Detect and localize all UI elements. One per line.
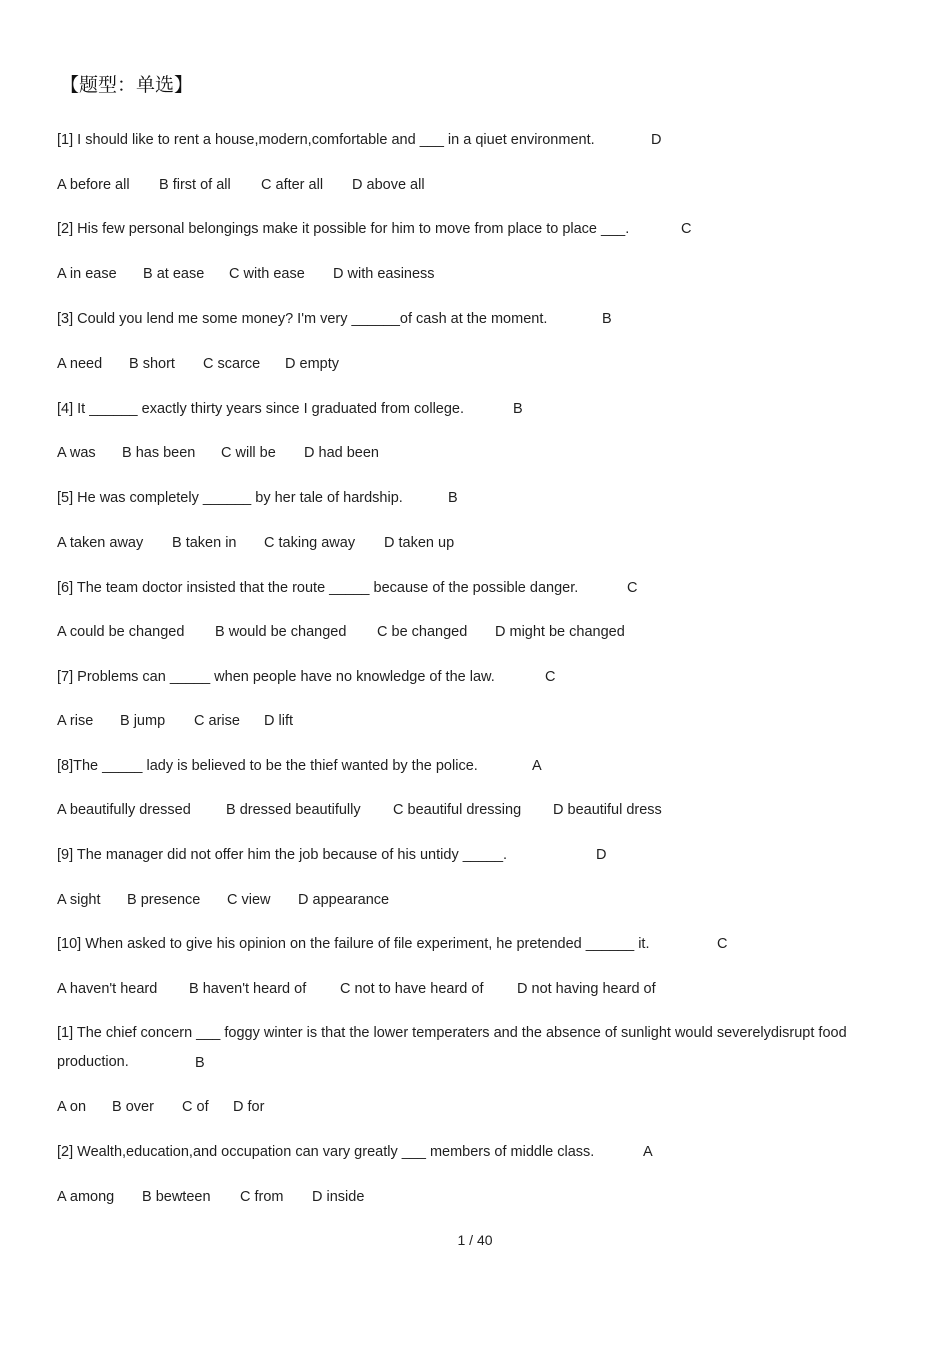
option-d: D beautiful dress: [553, 802, 662, 818]
option-c: C not to have heard of: [340, 981, 484, 997]
page-number: 1 / 40: [457, 1232, 493, 1248]
option-b: B taken in: [172, 535, 237, 551]
option-c: C taking away: [264, 535, 356, 551]
question-text: [57, 401, 464, 417]
option-a: A among: [57, 1189, 115, 1205]
question-stem: [10] When asked to give his opinion on the failure of file experiment, he pretended ______ it.: [57, 936, 650, 952]
option-a: A haven't heard: [57, 981, 158, 997]
answer-key: B: [195, 1055, 205, 1071]
answer-key: A: [532, 758, 542, 774]
option-c: C after all: [261, 177, 324, 193]
option-b: B short: [129, 356, 175, 372]
option-b: B jump: [120, 713, 166, 729]
option-c: C scarce: [203, 356, 261, 372]
option-a: A before all: [57, 177, 130, 193]
option-c: C of: [182, 1099, 209, 1115]
question-stem: [3] Could you lend me some money? I'm very ______of cash at the moment.: [57, 311, 548, 327]
option-b: B haven't heard of: [189, 981, 307, 997]
option-d: D above all: [352, 177, 425, 193]
option-a: A was: [57, 445, 96, 461]
option-c: C with ease: [229, 266, 305, 282]
option-d: D lift: [264, 713, 293, 729]
option-a: A could be changed: [57, 624, 185, 640]
answer-key: C: [627, 580, 638, 596]
answer-key: B: [602, 311, 612, 327]
option-c: C arise: [194, 713, 240, 729]
question-text: [57, 490, 403, 506]
option-d: D for: [233, 1099, 265, 1115]
question-text: [57, 1144, 594, 1160]
question-stem: [1] The chief concern ___ foggy winter is that the lower temperaters and the absence of sunlight would severelydisrupt food production.: [57, 1025, 847, 1070]
option-a: A beautifully dressed: [57, 802, 191, 818]
option-a: A rise: [57, 713, 94, 729]
option-b: B dressed beautifully: [226, 802, 361, 818]
option-c: C from: [240, 1189, 284, 1205]
question-text: [57, 847, 507, 863]
question-stem: [6] The team doctor insisted that the route _____ because of the possible danger.: [57, 580, 579, 596]
option-d: D had been: [304, 445, 379, 461]
answer-key: A: [643, 1144, 653, 1160]
option-d: D with easiness: [333, 266, 435, 282]
question-stem: [2] Wealth,education,and occupation can vary greatly ___ members of middle class.: [57, 1144, 595, 1160]
option-c: C view: [227, 892, 271, 908]
option-a: A taken away: [57, 535, 144, 551]
option-a: A in ease: [57, 266, 117, 282]
answer-key: C: [681, 221, 692, 237]
question-text: [57, 311, 547, 327]
option-a: A sight: [57, 892, 101, 908]
option-c: C will be: [221, 445, 276, 461]
question-stem: [8]The _____ lady is believed to be the thief wanted by the police.: [57, 758, 478, 774]
question-stem: [4] It ______ exactly thirty years since I graduated from college.: [57, 401, 465, 417]
option-b: B would be changed: [215, 624, 347, 640]
option-d: D might be changed: [495, 624, 625, 640]
answer-key: B: [448, 490, 458, 506]
option-d: D appearance: [298, 892, 390, 908]
section-heading: 【题型：单选】: [60, 74, 194, 96]
answer-key: C: [717, 936, 728, 952]
option-c: C beautiful dressing: [393, 802, 522, 818]
question-text: [57, 132, 595, 148]
question-text: [57, 669, 495, 685]
option-c: C be changed: [377, 624, 468, 640]
option-b: B first of all: [159, 177, 231, 193]
question-text: [57, 936, 649, 952]
option-a: A need: [57, 356, 103, 372]
option-d: D taken up: [384, 535, 455, 551]
question-stem: [9] The manager did not offer him the job because of his untidy _____.: [57, 847, 508, 863]
option-b: B bewteen: [142, 1189, 211, 1205]
question-stem: [1] I should like to rent a house,modern,comfortable and ___ in a qiuet environment.: [57, 132, 595, 148]
question-text: [57, 758, 478, 774]
option-d: D inside: [312, 1189, 365, 1205]
option-a: A on: [57, 1099, 87, 1115]
answer-key: C: [545, 669, 556, 685]
option-d: D empty: [285, 356, 339, 372]
answer-key: D: [596, 847, 607, 863]
question-stem: [5] He was completely ______ by her tale of hardship.: [57, 490, 403, 506]
option-b: B at ease: [143, 266, 205, 282]
question-stem: [2] His few personal belongings make it possible for him to move from place to place ___.: [57, 221, 630, 237]
answer-key: D: [651, 132, 662, 148]
option-b: B presence: [127, 892, 201, 908]
option-d: D not having heard of: [517, 981, 656, 997]
question-text: [57, 580, 578, 596]
option-b: B has been: [122, 445, 196, 461]
question-stem: [7] Problems can _____ when people have no knowledge of the law.: [57, 669, 495, 685]
question-text: [57, 1019, 857, 1077]
answer-key: B: [513, 401, 523, 417]
question-text: [57, 221, 629, 237]
option-b: B over: [112, 1099, 154, 1115]
